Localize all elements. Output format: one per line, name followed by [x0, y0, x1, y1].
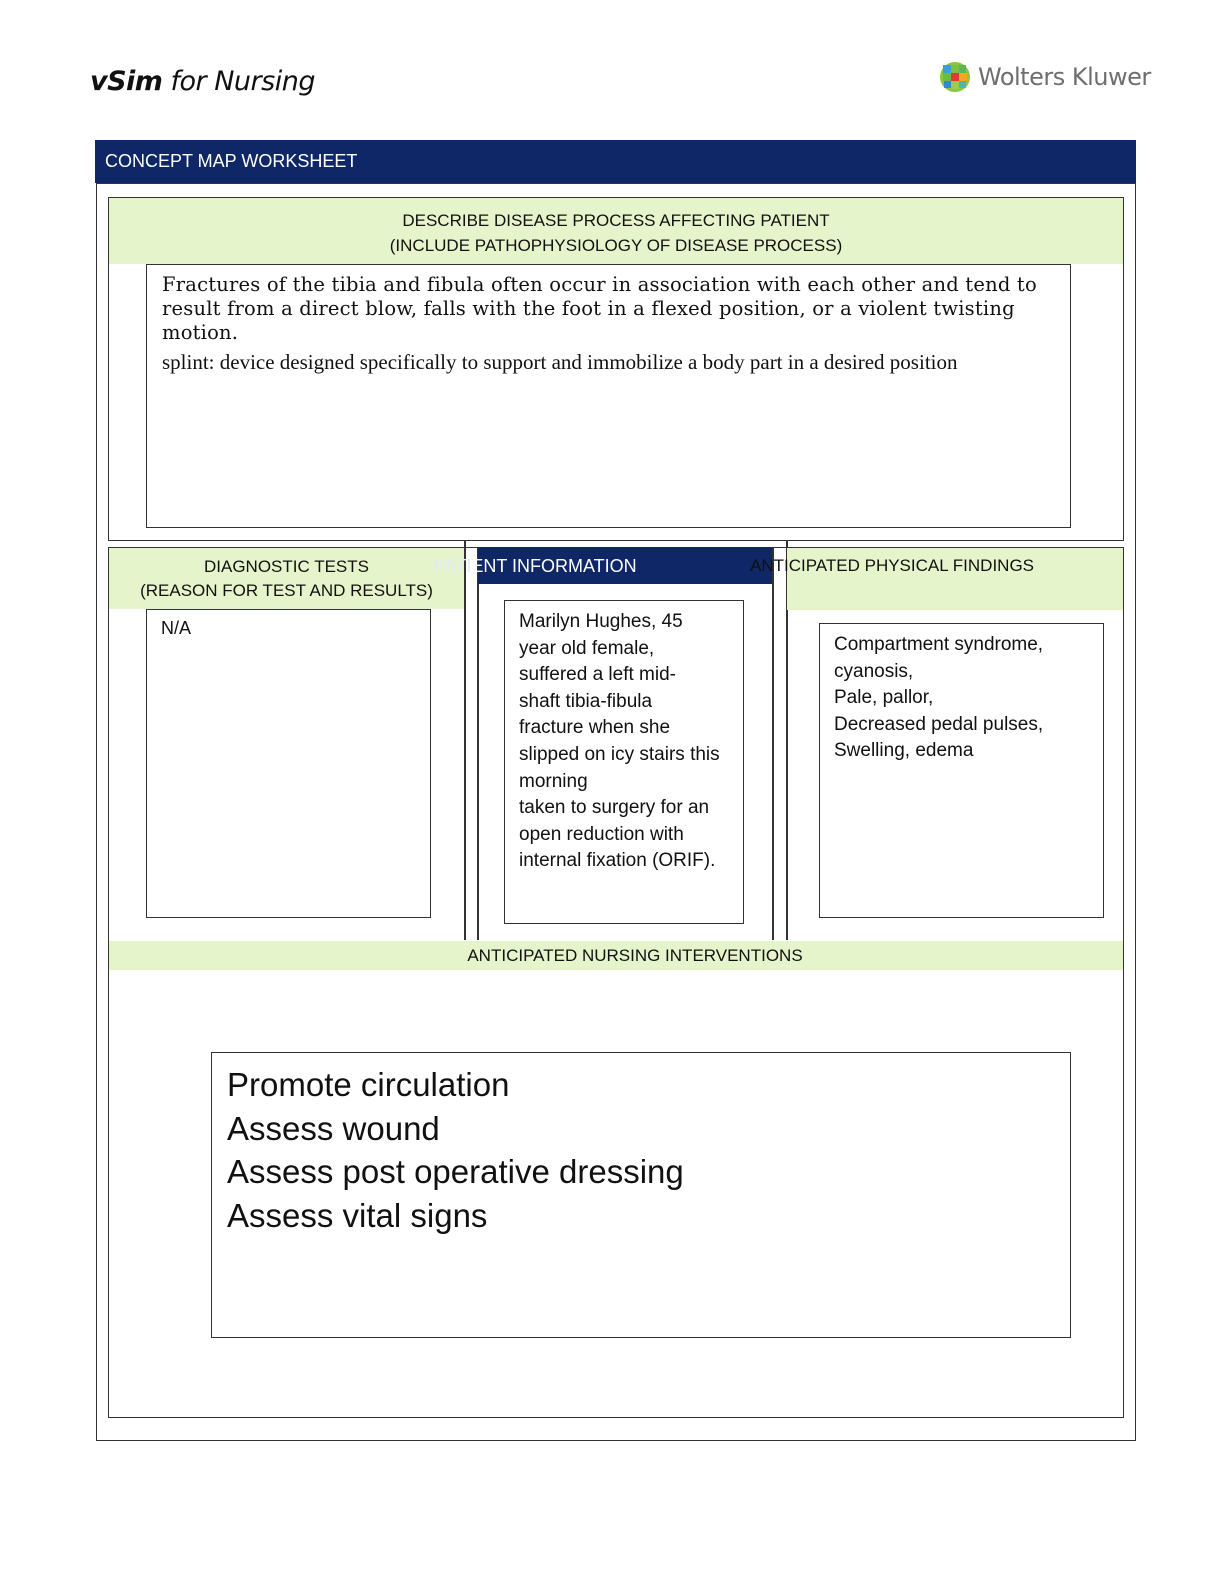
patient-line: open reduction with	[519, 823, 684, 845]
intervention-item: Assess vital signs	[227, 1196, 488, 1234]
intervention-item: Assess wound	[227, 1109, 440, 1147]
wolters-kluwer-logo	[938, 60, 1151, 94]
patient-heading-prefix: PATI	[434, 556, 472, 576]
disease-textbox[interactable]	[146, 264, 1071, 528]
patient-line: taken to surgery for an	[519, 797, 710, 819]
diagnostic-heading-line1: DIAGNOSTIC TESTS	[204, 557, 369, 576]
intervention-item: Promote circulation	[227, 1066, 510, 1103]
column-divider	[464, 541, 466, 940]
wk-mosaic-icon	[938, 60, 972, 94]
interventions-heading: ANTICIPATED NURSING INTERVENTIONS	[109, 941, 1123, 970]
diagnostic-heading	[109, 548, 464, 609]
patient-line: internal fixation (ORIF).	[519, 850, 716, 872]
disease-heading-line2: (INCLUDE PATHOPHYSIOLOGY OF DISEASE PROCESS)	[389, 236, 843, 255]
patient-line: year old female,	[519, 637, 655, 659]
physical-line: Pale, pallor,	[834, 687, 934, 709]
physical-line: Swelling, edema	[834, 740, 974, 762]
physical-line: Compartment syndrome,	[834, 634, 1044, 655]
worksheet-title-banner: CONCEPT MAP WORKSHEET	[95, 140, 1136, 183]
publisher-name: Wolters Kluwer	[978, 63, 1151, 91]
patient-line: fracture when she	[519, 717, 671, 739]
interventions-textbox[interactable]	[211, 1052, 1071, 1338]
disease-paragraph-2: splint: device designed specifically to support and immobilize a body part in a desired position	[162, 350, 958, 374]
diagnostic-content: N/A	[161, 618, 192, 638]
diagnostic-textbox[interactable]	[146, 609, 431, 918]
disease-paragraph-1: Fractures of the tibia and fibula often occur in association with each other and tend to result from a direct blow, falls with the foot in a flexed position, or a violent twisting motion.	[162, 273, 1037, 344]
physical-line: Decreased pedal pulses,	[834, 713, 1044, 735]
vsim-logo	[90, 66, 315, 97]
brand-vsim: vSim	[90, 66, 163, 97]
patient-textbox[interactable]	[504, 600, 744, 924]
disease-heading	[109, 198, 1123, 264]
patient-line: morning	[519, 770, 588, 792]
column-divider	[772, 547, 774, 940]
physical-textbox[interactable]	[819, 623, 1104, 918]
patient-line: slipped on icy stairs this	[519, 743, 720, 765]
patient-heading-suffix: ENT INFORMATION	[471, 556, 637, 576]
patient-line: shaft tibia-fibula	[519, 690, 653, 712]
brand-for-nursing: for Nursing	[162, 66, 315, 97]
physical-heading: ANTICIPATED PHYSICAL FINDINGS	[750, 556, 1035, 575]
patient-heading	[434, 556, 637, 577]
physical-line: cyanosis,	[834, 660, 914, 682]
disease-heading-line1: DESCRIBE DISEASE PROCESS AFFECTING PATIENT	[402, 211, 830, 230]
column-divider	[477, 547, 479, 940]
diagnostic-heading-line2: (REASON FOR TEST AND RESULTS)	[140, 581, 433, 600]
intervention-item: Assess post operative dressing	[227, 1153, 684, 1191]
patient-line: Marilyn Hughes, 45	[519, 611, 683, 632]
patient-line: suffered a left mid-	[519, 664, 677, 686]
